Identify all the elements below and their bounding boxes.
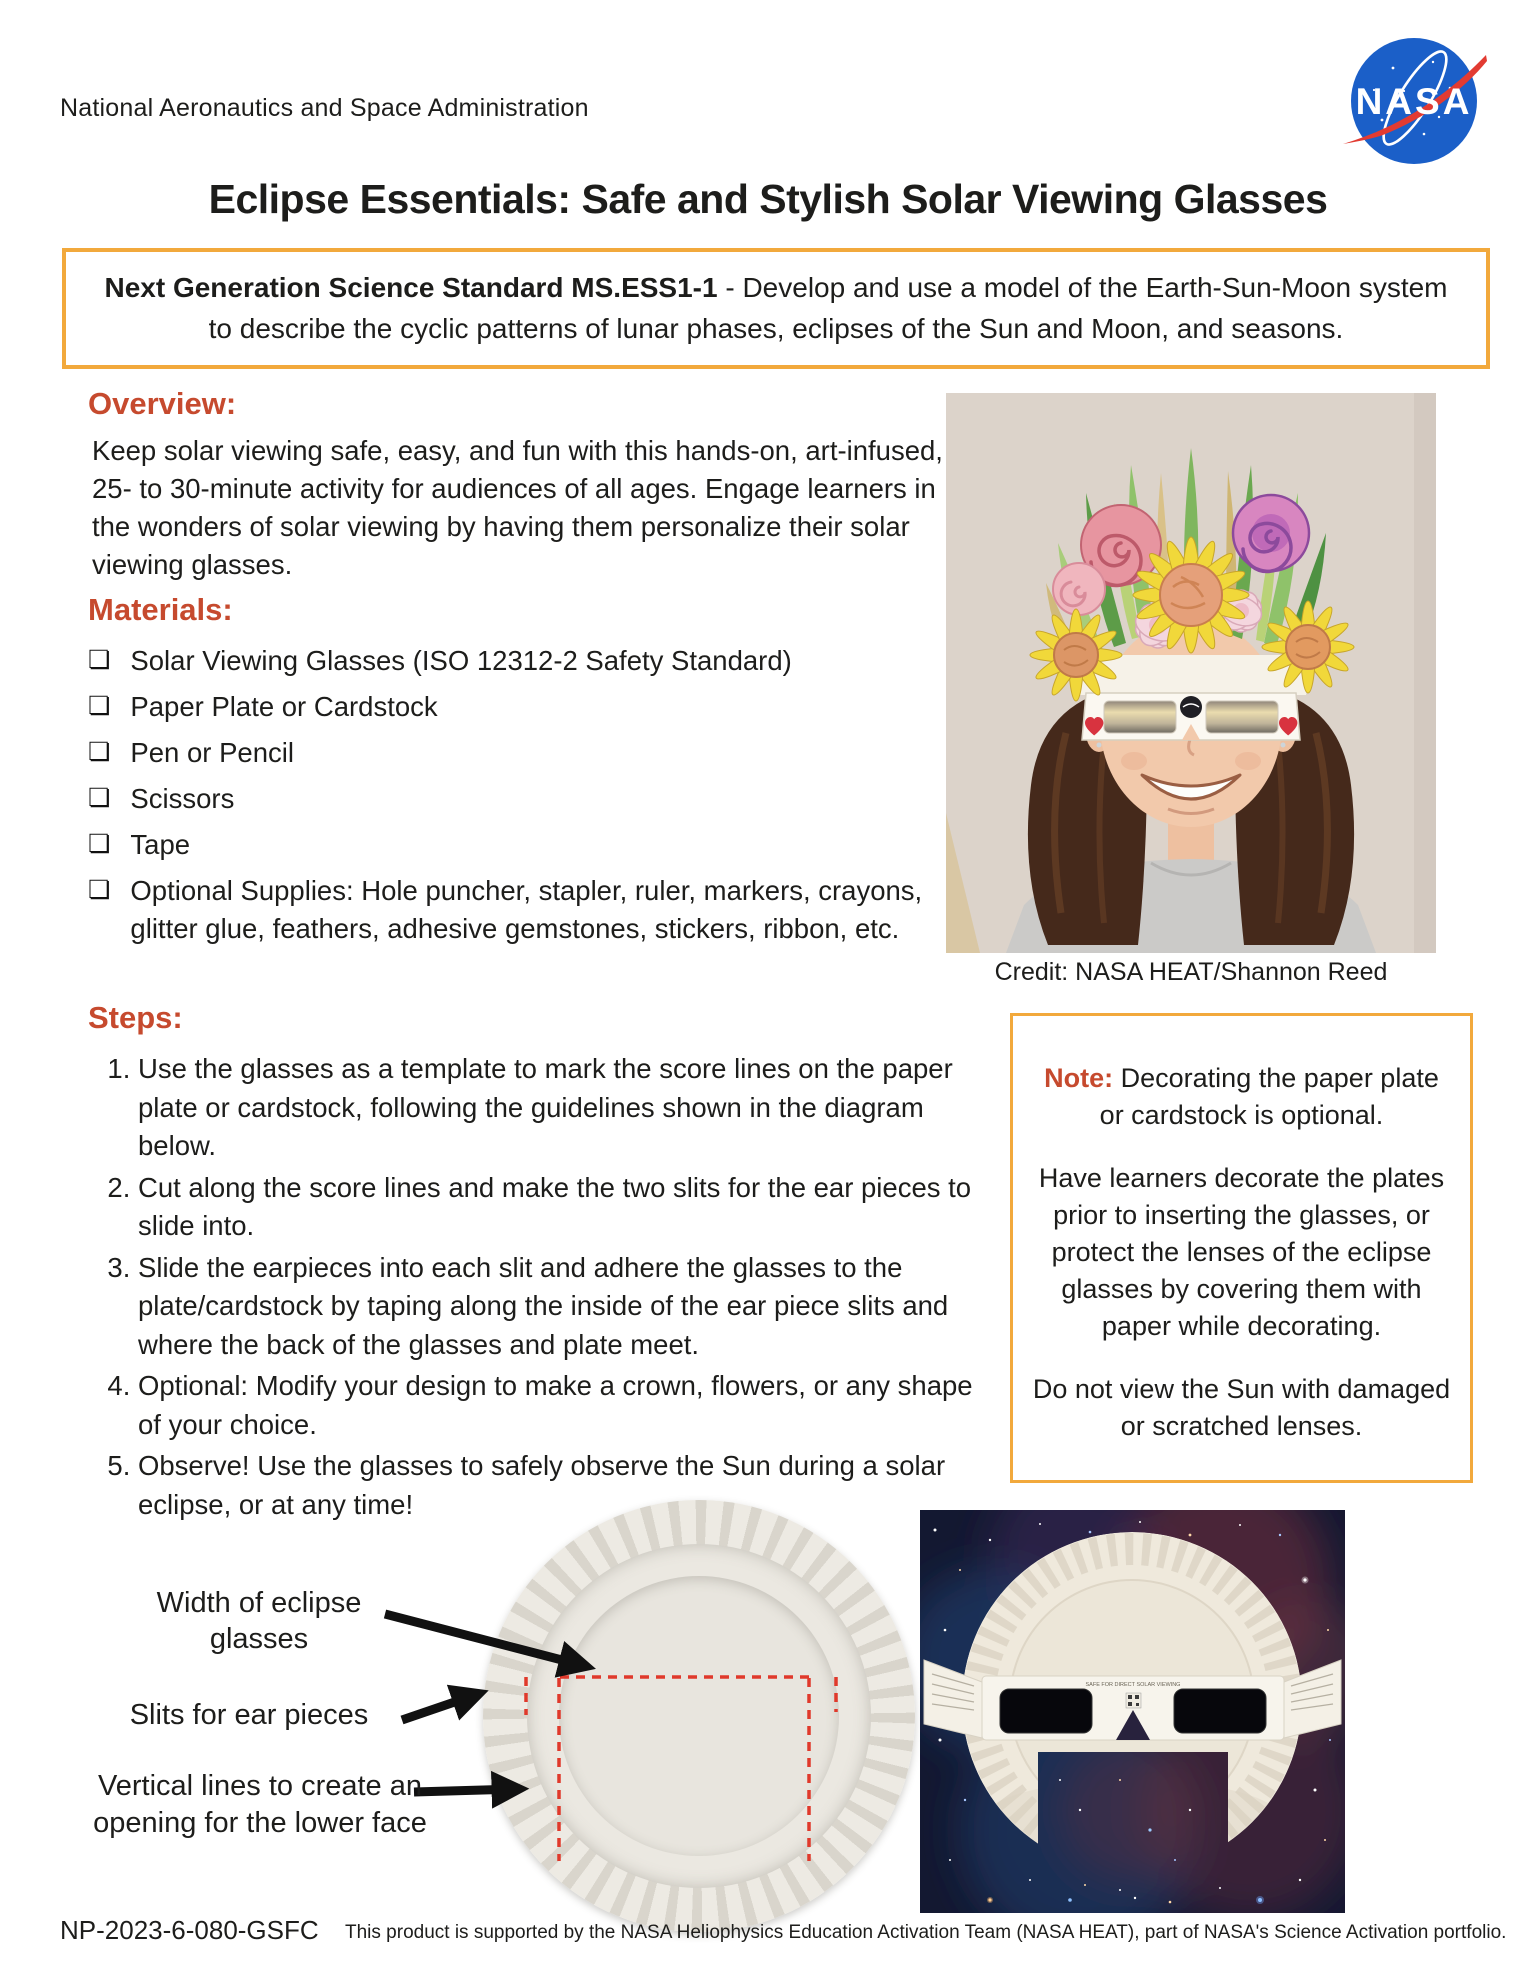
materials-heading: Materials: xyxy=(88,592,233,627)
steps-list xyxy=(92,1050,976,1527)
support-statement: This product is supported by the NASA Heliophysics Education Activation Team (NASA HEAT), part of NASA's Science Activation portfolio. xyxy=(345,1922,1507,1943)
right-lens xyxy=(1174,1689,1266,1733)
ngss-standard-description: - Develop and use a model of the Earth-Sun-Moon system to describe the cyclic patterns of lunar phases, eclipses of the Sun and Moon, and seasons. xyxy=(208,272,1448,344)
left-lens xyxy=(1104,701,1176,733)
diagram-label-vertical: Vertical lines to create an opening for the lower face xyxy=(93,1770,427,1840)
step-item: 3. Slide the earpieces into each slit and adhere the glasses to the plate/cardstock by taping along the inside of the ear piece slits and where the back of the glasses and plate meet. xyxy=(138,1249,976,1365)
step-item: 4. Optional: Modify your design to make a crown, flowers, or any shape of your choice. xyxy=(138,1367,976,1444)
list-item xyxy=(88,688,968,726)
right-lens xyxy=(1206,701,1278,733)
material-item-label: Optional Supplies: Hole puncher, stapler, ruler, markers, crayons, glitter glue, feathers, adhesive gemstones, stickers, ribbon, etc. xyxy=(130,874,923,944)
note-label: Note: xyxy=(1044,1063,1114,1093)
arrow-width-icon xyxy=(385,1614,585,1666)
glasses-caption: SAFE FOR DIRECT SOLAR VIEWING xyxy=(1085,1682,1181,1688)
document-number: NP-2023-6-080-GSFC xyxy=(60,1915,319,1945)
checkbox-icon: ❏ xyxy=(88,829,111,858)
checkbox-icon: ❏ xyxy=(88,691,111,720)
list-item xyxy=(88,780,968,818)
checkbox-icon: ❏ xyxy=(88,737,111,766)
nasa-logo-text: NASA xyxy=(1355,81,1473,122)
diagram-label-width: Width of eclipse glasses xyxy=(156,1587,362,1655)
checkbox-icon: ❏ xyxy=(88,783,111,812)
overview-body: Keep solar viewing safe, easy, and fun with this hands-on, art-infused, 25- to 30-minute activity for audiences of all ages. Engage learners in the wonders of solar viewing by having them personalize their solar viewing glasses. xyxy=(92,435,943,580)
checkbox-icon: ❏ xyxy=(88,875,111,904)
list-item xyxy=(88,734,968,772)
agency-line: National Aeronautics and Space Administration xyxy=(60,94,589,122)
step-item: 2. Cut along the score lines and make the two slits for the ear pieces to slide into. xyxy=(138,1169,976,1246)
page-title: Eclipse Essentials: Safe and Stylish Solar Viewing Glasses xyxy=(208,176,1328,222)
list-item xyxy=(88,826,968,864)
nasa-meatball-icon xyxy=(1338,28,1490,176)
photo-credit: Credit: NASA HEAT/Shannon Reed xyxy=(994,958,1388,986)
material-item-label: Scissors xyxy=(130,782,235,814)
left-lens xyxy=(1000,1689,1092,1733)
materials-list xyxy=(88,642,968,956)
step-item: 1. Use the glasses as a template to mark the score lines on the paper plate or cardstock, following the guidelines shown in the diagram below. xyxy=(138,1050,976,1166)
list-item xyxy=(88,872,968,948)
note-paragraph xyxy=(1031,1060,1452,1134)
material-item-label: Pen or Pencil xyxy=(130,736,294,768)
material-item-label: Solar Viewing Glasses (ISO 12312-2 Safety Standard) xyxy=(130,645,792,676)
arrow-slits-icon xyxy=(402,1694,478,1720)
overview-heading: Overview: xyxy=(88,386,237,421)
diagram-label-slits: Slits for ear pieces xyxy=(129,1699,369,1731)
step-item: 5. Observe! Use the glasses to safely observe the Sun during a solar eclipse, or at any time! xyxy=(138,1447,976,1524)
checkbox-icon: ❏ xyxy=(88,646,111,674)
photo-girl-with-decorated-glasses xyxy=(946,393,1436,953)
list-item xyxy=(88,642,968,680)
note-box xyxy=(1010,1013,1473,1483)
material-item-label: Tape xyxy=(130,828,191,860)
ngss-standard-code: Next Generation Science Standard MS.ESS1-1 xyxy=(104,272,718,303)
material-item-label: Paper Plate or Cardstock xyxy=(130,690,438,722)
steps-heading: Steps: xyxy=(88,1000,183,1035)
note-text: Decorating the paper plate or cardstock is optional. xyxy=(1099,1063,1439,1130)
photo-plate-glasses-galaxy xyxy=(920,1510,1345,1913)
note-paragraph: Have learners decorate the plates prior to inserting the glasses, or protect the lenses of the eclipse glasses by covering them with paper while decorating. xyxy=(1038,1162,1445,1341)
note-paragraph: Do not view the Sun with damaged or scratched lenses. xyxy=(1032,1373,1451,1441)
ngss-standard-box xyxy=(62,248,1490,369)
